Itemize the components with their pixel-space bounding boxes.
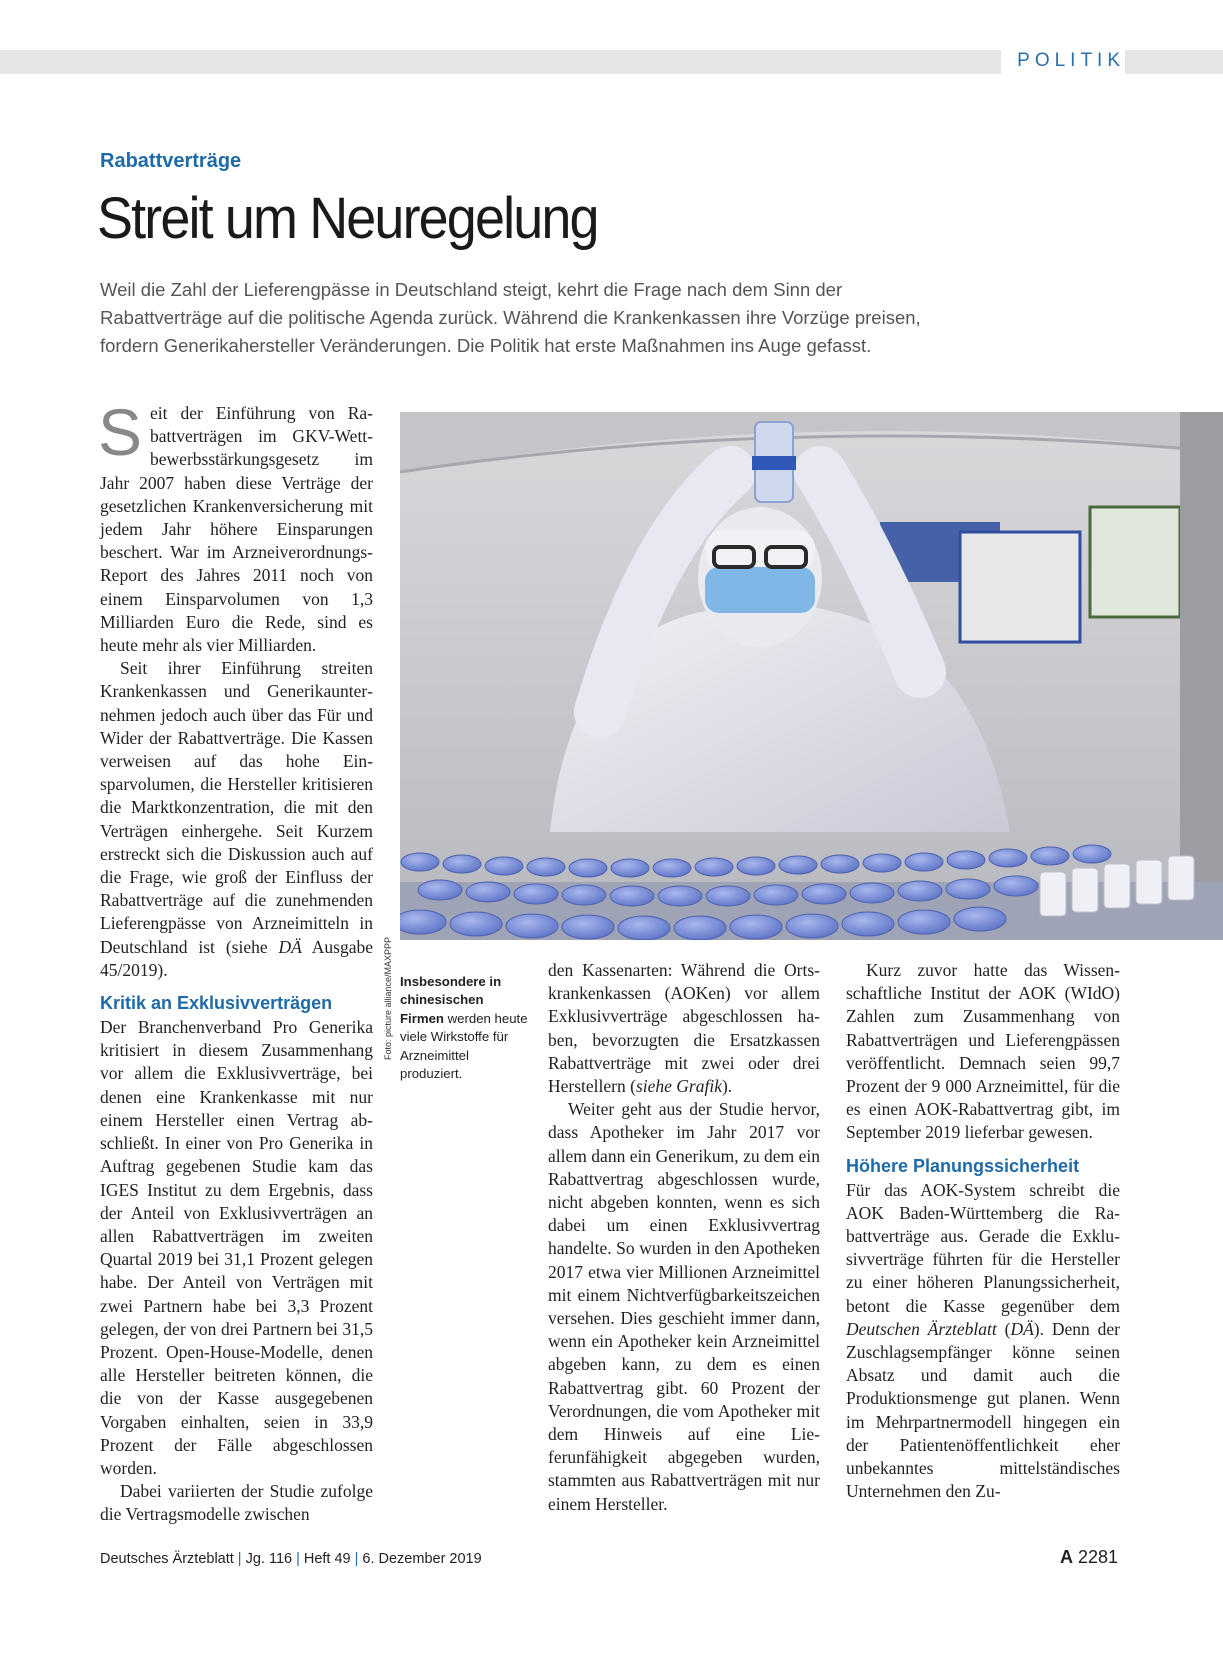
journal-name: Deutsches Ärzteblatt	[100, 1551, 234, 1567]
lead-line: fordern Generikahersteller Veränderungen. Die Politik hat erste Maßnahmen ins Auge gefasst.	[100, 335, 872, 356]
article-title: Streit um Neuregelung	[97, 186, 598, 251]
drop-cap: S	[98, 395, 143, 469]
subheading: Höhere Planungssicherheit	[846, 1155, 1080, 1176]
article-photo	[400, 412, 1223, 940]
article-lead	[100, 276, 1090, 360]
journal-issue: Heft 49	[303, 1551, 351, 1567]
paragraph: den Kassenarten: Während die Ortskrankenkassen (AOKen) vor allem Exklusivverträge abgeschlossen haben, bevorzugten die Ersatzkassen Rabattverträge mit zwei oder drei Herstellern (siehe Grafik).	[548, 960, 820, 1097]
journal-volume: Jg. 116	[245, 1551, 293, 1567]
paragraph: Dabei variierten der Studie zufolge die Vertragsmodelle zwischen	[100, 1481, 373, 1525]
page-footer: Deutsches Ärzteblatt | Jg. 116 | Heft 49 | 6. Dezember 2019	[100, 1551, 482, 1567]
page-number: A 2281	[1059, 1547, 1118, 1567]
paragraph: Weiter geht aus der Studie hervor, dass Apotheker im Jahr 2017 vor allem dann ein Generikum, zu dem ein Rabattvertrag abgeschlossen wurde, nicht abgeben konnten, wenn es sich dabei um einen Exklusivvertrag handelte. So wurden in den Apotheken 2017 etwa vier Millionen Arzneimittel mit einem Nichtverfügbarkeitszeichen versehen. Dies geschieht immer dann, wenn ein Apotheker kein Arzneimittel abgeben kann, zu dem es einen Rabattvertrag gibt. 60 Prozent der Verordnungen, die vom Apotheker mit dem Hinweis auf eine Lieferunfähigkeit abgegeben wurden, stammten aus Rabattverträgen mit nur einem Hersteller.	[548, 1099, 820, 1514]
photo-caption: Insbesondere in chinesischen Firmen werden heute viele Wirkstoffe für Arzneimittel produziert.	[400, 974, 528, 1082]
lab-scene-illustration	[400, 412, 1223, 940]
photo-credit: Foto: picture alliance/MAXPPP	[383, 936, 393, 1060]
issue-date: 6. Dezember 2019	[362, 1551, 482, 1567]
lead-line: Weil die Zahl der Lieferengpässe in Deutschland steigt, kehrt die Frage nach dem Sinn der	[100, 279, 843, 300]
section-label: POLITIK	[1001, 48, 1125, 74]
article-kicker: Rabattverträge	[100, 150, 242, 172]
paragraph: Seit der Einführung von Rabattverträgen im GKV-Wettbewerbsstärkungsgesetz im Jahr 2007 haben diese Verträge der gesetzlichen Krankenversicherung mit jedem Jahr höhere Einsparungen beschert. War im Arzneiverordnungs-Report des Jahres 2011 noch von einem Einsparvolumen von 1,3 Milliarden Euro die Rede, sind es heute mehr als vier Milliarden.	[98, 395, 373, 656]
paragraph: Kurz zuvor hatte das Wissenschaftliche Institut der AOK (WIdO) Zahlen zum Zusammenhang von Rabattverträgen und Lieferengpässen veröffentlicht. Demnach seien 99,7 Prozent der 9 000 Arzneimittel, für die es einen AOK-Rabattvertrag gibt, im September 2019 lieferbar gewesen.	[846, 960, 1120, 1143]
paragraph: Für das AOK-System schreibt die AOK Baden-Württemberg die Rabattverträge aus. Gerade die Exklusivverträge führten für die Hersteller zu einer höheren Planungssicherheit, betont die Kasse gegenüber dem Deutschen Ärzteblatt (DÄ). Denn der Zuschlagsempfänger könne seinen Absatz und damit auch die Produktionsmenge gut planen. Wenn im Mehrpartnermodell hingegen ein der Patientenöffentlichkeit eher unbekanntes mittelständisches Unternehmen den Zu-	[846, 1179, 1120, 1502]
text-column-1	[98, 395, 373, 1527]
paragraph: Der Branchenverband Pro Generika kritisiert in diesem Zusammenhang vor allem die Exklusivverträge, bei denen eine Krankenkasse mit nur einem Hersteller einen Vertrag abschließt. In einer von Pro Generika in Auftrag gegebenen Studie kam das IGES Institut zu dem Ergebnis, dass der Anteil von Exklusivverträgen an allen Rabattverträgen im zweiten Quartal 2019 bei 31,1 Prozent gelegen habe. Der Anteil von Verträgen mit zwei Partnern habe bei 3,3 Prozent gelegen, der von drei Partnern bei 31,5 Prozent. Open-House-Modelle, denen alle Hersteller beitreten können, die die von der Kasse ausgegebenen Vorgaben einhalten, seien in 33,9 Prozent der Fälle abgeschlossen worden.	[100, 1017, 373, 1478]
paragraph: Seit ihrer Einführung streiten Krankenkassen und Generikaunternehmen jedoch auch über das Für und Wider der Rabattverträge. Die Kassen verweisen auf das hohe Einsparvolumen, die Hersteller kritisieren die Marktkonzentration, die mit den Verträgen einhergehe. Seit Kurzem erstreckt sich die Diskussion auch auf die Frage, wie groß der Einfluss der Rabattverträge auf die zunehmenden Lieferengpässe von Arzneimitteln in Deutschland ist (siehe DÄ Ausgabe 45/2019).	[100, 658, 373, 980]
lead-line: Rabattverträge auf die politische Agenda zurück. Während die Krankenkassen ihre Vorzüge preisen,	[100, 307, 921, 328]
text-column-3	[846, 959, 1120, 1503]
text-column-2	[548, 959, 820, 1516]
subheading: Kritik an Exklusivverträgen	[100, 993, 333, 1014]
